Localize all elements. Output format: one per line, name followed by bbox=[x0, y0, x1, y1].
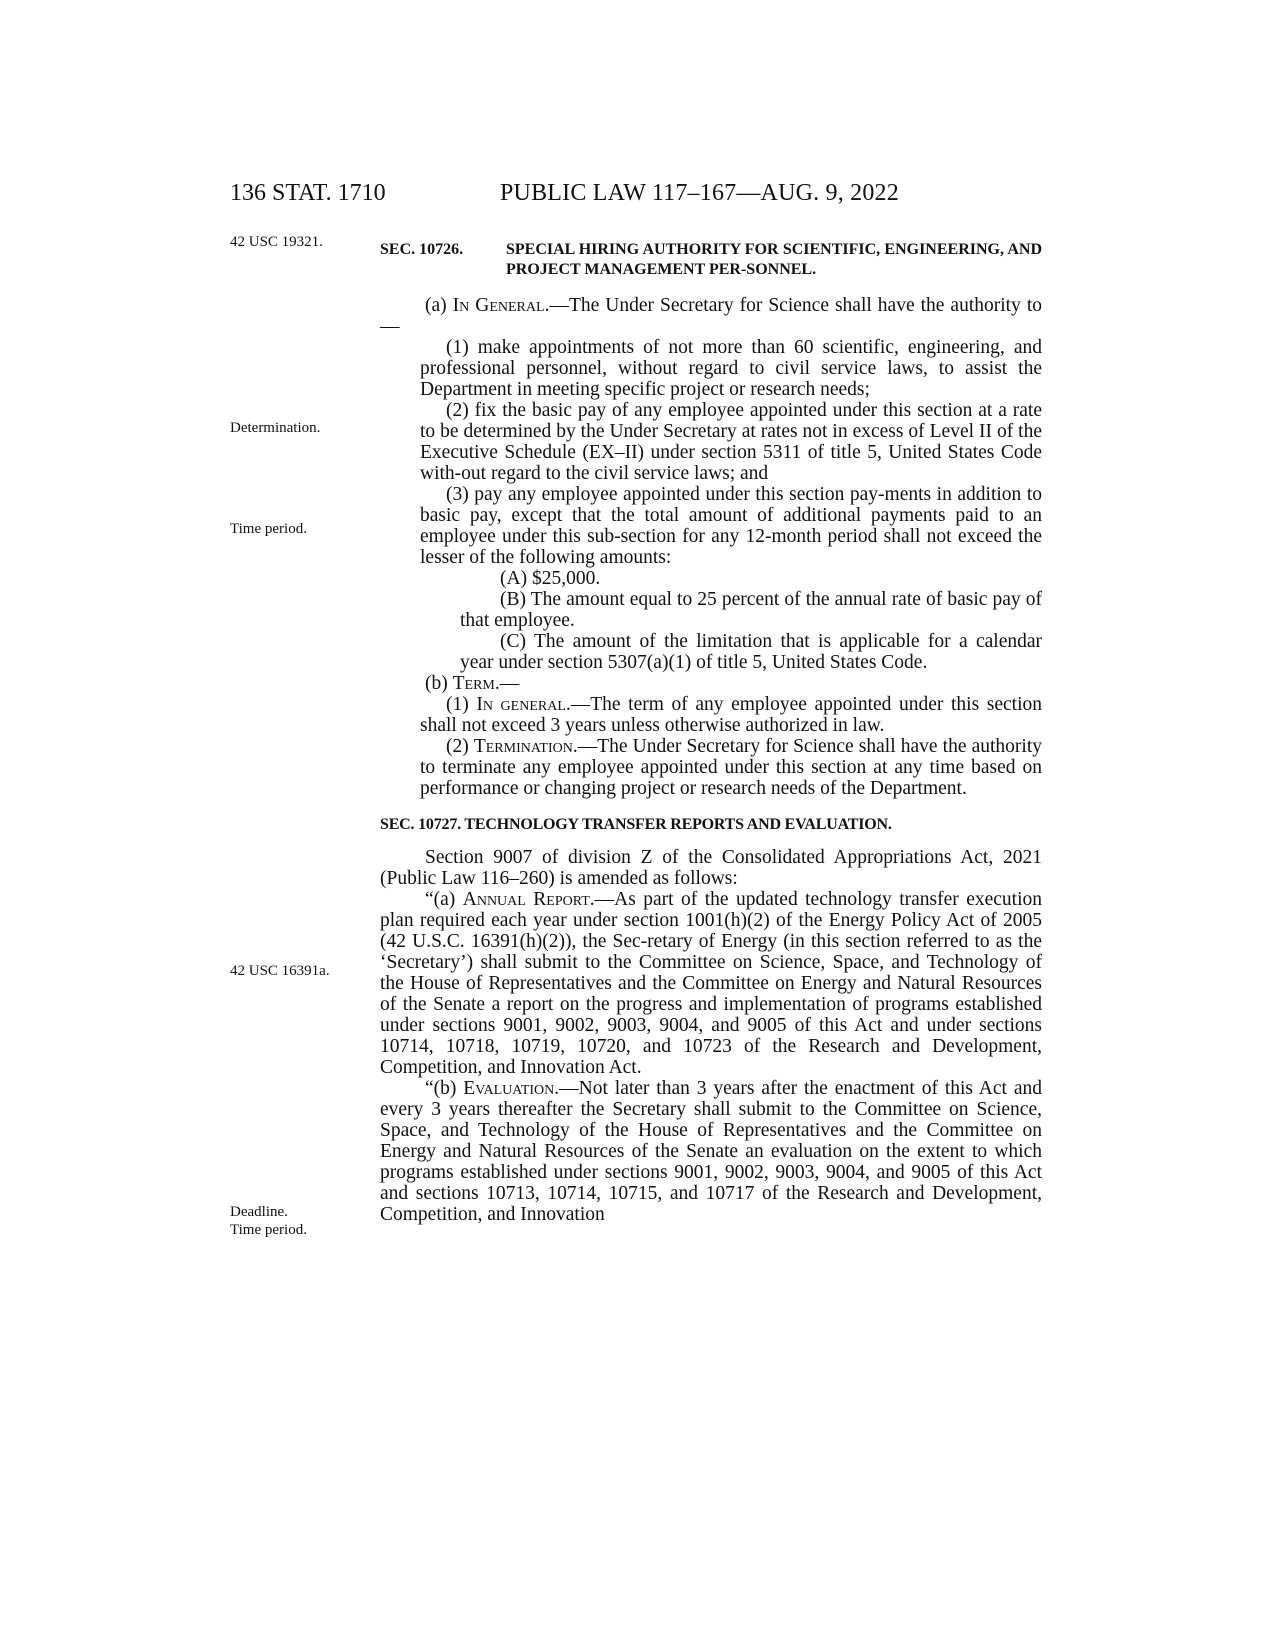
subparagraph-c: (C) The amount of the limitation that is applicable for a calendar year under section 5307(a)(1) of title 5, United States Code. bbox=[460, 631, 1042, 673]
term-paragraph-2: (2) Termination.—The Under Secretary for Science shall have the authority to terminate any employee appointed under this section at any time based on performance or changing project or research needs of the Department. bbox=[420, 736, 1042, 799]
margin-note-determination: Determination. bbox=[230, 420, 321, 436]
section-10726-title: SPECIAL HIRING AUTHORITY FOR SCIENTIFIC, ENGINEERING, AND PROJECT MANAGEMENT PER-SONNEL. bbox=[506, 241, 1042, 278]
subsection-heading: In General bbox=[452, 295, 545, 316]
subparagraph-b: (B) The amount equal to 25 percent of the annual rate of basic pay of that employee. bbox=[460, 589, 1042, 631]
term-paragraph-1: (1) In general.—The term of any employee appointed under this section shall not exceed 3 years unless otherwise authorized in law. bbox=[420, 694, 1042, 736]
section-10726-label: SEC. 10726. bbox=[380, 241, 464, 258]
section-10727-b: “(b) Evaluation.—Not later than 3 years after the enactment of this Act and every 3 years thereafter the Secretary shall submit to the Committee on Science, Space, and Technology of the House of Representatives and the Committee on Energy and Natural Resources of the Senate an evaluation on the extent to which programs established under sections 9001, 9002, 9003, 9004, and 9005 of this Act and sections 10713, 10714, 10715, and 10717 of the Research and Development, Competition, and Innovation bbox=[380, 1078, 1042, 1225]
paragraph-1: (1) make appointments of not more than 60 scientific, engineering, and professional personnel, without regard to civil service laws, to assist the Department in meeting specific project or research needs; bbox=[420, 337, 1042, 400]
paragraph-heading: In general bbox=[476, 694, 566, 715]
paragraph-2: (2) fix the basic pay of any employee appointed under this section at a rate to be determined by the Under Secretary at rates not in excess of Level II of the Executive Schedule (EX–II) under section 5311 of title 5, United States Code with-out regard to the civil service laws; and bbox=[420, 400, 1042, 484]
public-law-title: PUBLIC LAW 117–167—AUG. 9, 2022 bbox=[500, 180, 899, 206]
subsection-heading: Annual Report bbox=[462, 889, 590, 910]
section-10727-heading: SEC. 10727. TECHNOLOGY TRANSFER REPORTS AND EVALUATION. bbox=[380, 816, 892, 833]
section-10726-a: (a) In General.—The Under Secretary for Science shall have the authority to— bbox=[380, 295, 1042, 337]
margin-note-time-period-2: Time period. bbox=[230, 1222, 307, 1238]
stat-page-number: 136 STAT. 1710 bbox=[230, 180, 386, 206]
subsection-heading: Evaluation bbox=[463, 1078, 555, 1099]
paragraph-heading: Termination bbox=[473, 736, 573, 757]
section-10727-intro: Section 9007 of division Z of the Consolidated Appropriations Act, 2021 (Public Law 116–260) is amended as follows: bbox=[380, 847, 1042, 889]
section-10727-a: “(a) Annual Report.—As part of the updated technology transfer execution plan required each year under section 1001(h)(2) of the Energy Policy Act of 2005 (42 U.S.C. 16391(h)(2)), the Sec-retary of Energy (in this section referred to as the ‘Secretary’) shall submit to the Committee on Science, Space, and Technology of the House of Representatives and the Committee on Energy and Natural Resources of the Senate a report on the progress and implementation of programs established under sections 9001, 9002, 9003, 9004, and 9005 of this Act and under sections 10714, 10718, 10719, 10720, and 10723 of the Research and Development, Competition, and Innovation Act. bbox=[380, 889, 1042, 1078]
subparagraph-a: (A) $25,000. bbox=[500, 568, 601, 589]
margin-note-usc-16391a: 42 USC 16391a. bbox=[230, 963, 330, 979]
section-10726-heading bbox=[380, 240, 1042, 280]
subsection-heading: Term bbox=[452, 673, 495, 694]
margin-note-usc-19321: 42 USC 19321. bbox=[230, 234, 323, 250]
margin-note-deadline: Deadline. bbox=[230, 1204, 288, 1220]
paragraph-3: (3) pay any employee appointed under this section pay-ments in addition to basic pay, except that the total amount of additional payments paid to an employee under this sub-section for any 12-month period shall not exceed the lesser of the following amounts: bbox=[420, 484, 1042, 568]
section-10726-b: (b) Term.— bbox=[425, 673, 520, 694]
margin-note-time-period: Time period. bbox=[230, 521, 307, 537]
page-header bbox=[230, 180, 1050, 214]
main-text bbox=[380, 240, 1042, 1225]
